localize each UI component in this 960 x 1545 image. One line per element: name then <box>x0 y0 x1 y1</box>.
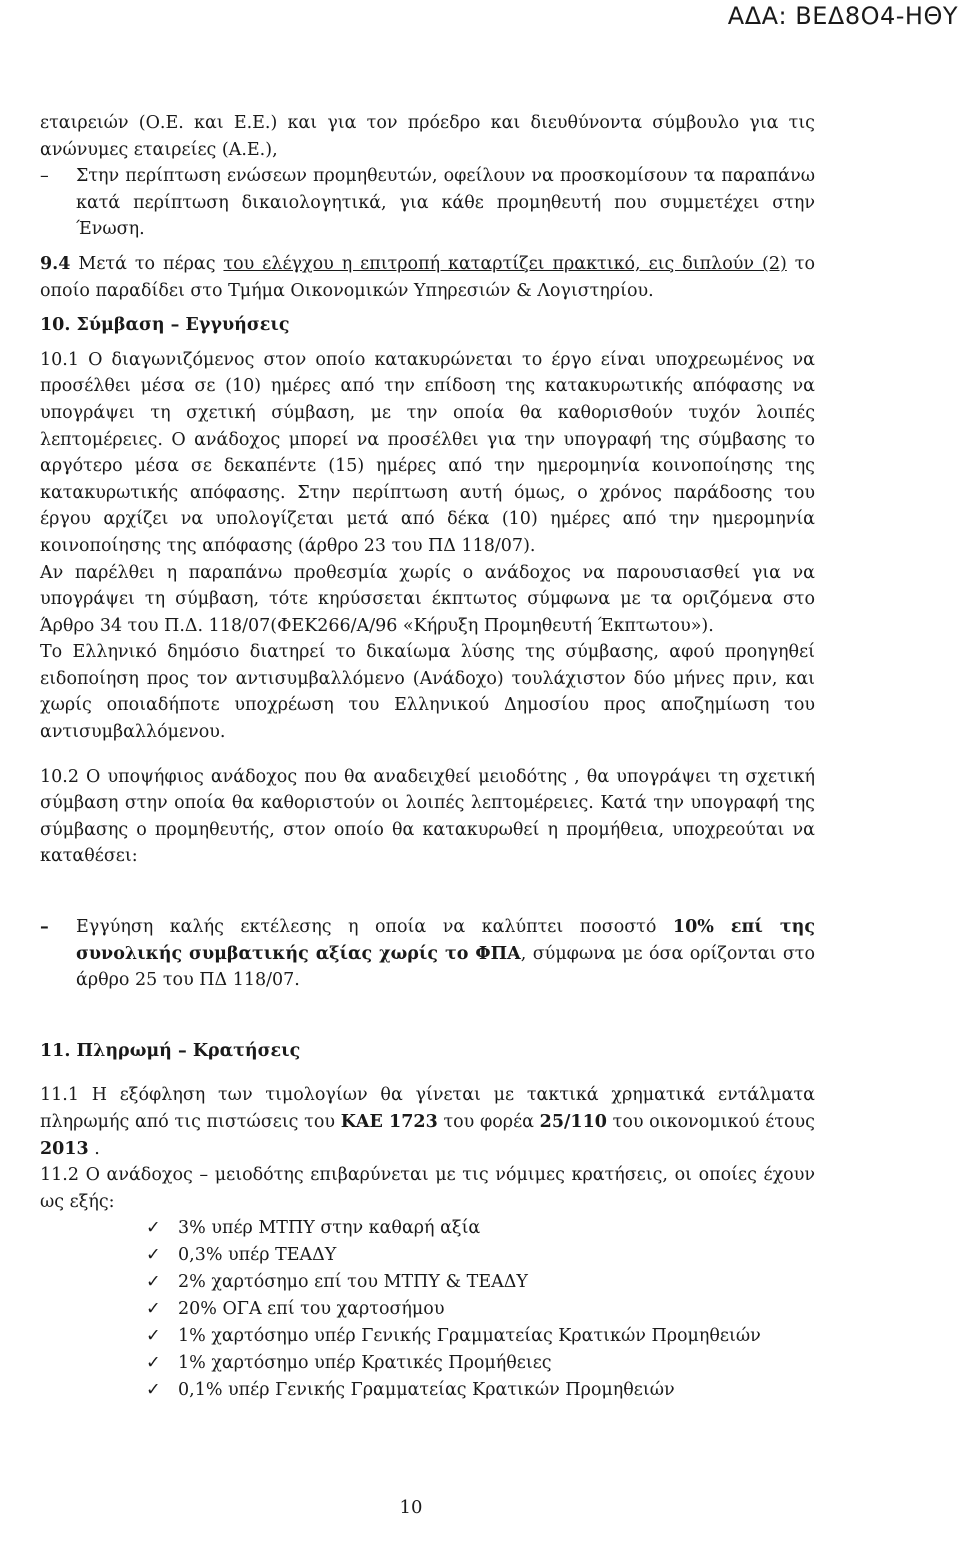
document-body <box>40 110 815 1404</box>
list-item: ✓ 1% χαρτόσημο υπέρ Κρατικές Προμήθειες <box>40 1350 815 1377</box>
union-text: Στην περίπτωση ενώσεων προμηθευτών, οφείλουν να προσκομίσουν τα παραπάνω κατά περίπτωση δικαιολογητικά, για κάθε προμηθευτή που συμμετέχει στην Ένωση. <box>76 166 815 240</box>
checkmark-icon: ✓ <box>146 1245 161 1266</box>
section-10-heading: 10. Σύμβαση – Εγγυήσεις <box>40 315 290 336</box>
section-10-2: 10.2 Ο υποψήφιος ανάδοχος που θα αναδειχθεί μειοδότης , θα υπογράψει τη σχετική σύμβαση στην οποία θα καθοριστούν οι λοιπές λεπτομέρειες. Κατά την υπογραφή της σύμβασης ο προμηθευτής, στον οποίο θα κατακυρωθεί η προμήθεια, υποχρεούται να καταθέσει: <box>40 766 815 867</box>
union-clause <box>40 163 815 243</box>
list-item: ✓ 0,1% υπέρ Γενικής Γραμματείας Κρατικών Προμηθειών <box>40 1377 815 1404</box>
intro-paragraph: εταιρειών (Ο.Ε. και Ε.Ε.) και για τον πρόεδρο και διευθύνοντα σύμβουλο για τις ανώνυμες εταιρείες (Α.Ε.), <box>40 113 815 160</box>
checkmark-icon: ✓ <box>146 1218 161 1239</box>
page-number: 10 <box>399 1497 423 1518</box>
list-item: ✓ 2% χαρτόσημο επί του ΜΤΠΥ & ΤΕΑΔΥ <box>40 1269 815 1296</box>
checkmark-icon: ✓ <box>146 1299 161 1320</box>
section-10-1-deadline: Αν παρέλθει η παραπάνω προθεσμία χωρίς ο ανάδοχος να παρουσιασθεί για να υπογράψει τη σύμβαση, τότε κηρύσσεται έκπτωτος σύμφωνα με τα οριζόμενα στο Άρθρο 34 του Π.Δ. 118/07(ΦΕΚ266/Α/96 «Κήρυξη Προμηθευτή Έκπτωτου»). <box>40 562 815 636</box>
list-item: ✓ 0,3% υπέρ ΤΕΑΔΥ <box>40 1242 815 1269</box>
section-11-1: 11.1 Η εξόφληση των τιμολογίων θα γίνεται με τακτικά χρηματικά εντάλματα πληρωμής από τις πιστώσεις του ΚΑΕ 1723 του φορέα 25/110 του οικονομικού έτους 2013 . <box>40 1085 815 1159</box>
list-item: ✓ 1% χαρτόσημο υπέρ Γενικής Γραμματείας Κρατικών Προμηθειών <box>40 1323 815 1350</box>
section-11-heading: 11. Πληρωμή – Κρατήσεις <box>40 1040 301 1061</box>
section-9-4-number: 9.4 <box>40 253 71 274</box>
deductions-list <box>40 1215 815 1404</box>
section-10-1: 10.1 Ο διαγωνιζόμενος στον οποίο κατακυρώνεται το έργο είναι υποχρεωμένος να προσέλθει μέσα σε (10) ημέρες από την επίδοση της κατακυρωτικής απόφασης να υπογράψει τη σχετική σύμβαση, με την οποία θα καθορισθούν τυχόν λοιπές λεπτομέρειες. Ο ανάδοχος μπορεί να προσέλθει για την υπογραφή της σύμβασης το αργότερο μέσα σε δεκαπέντε (15) ημέρες από την ημερομηνία κοινοποίησης της κατακυρωτικής απόφασης. Στην περίπτωση αυτή όμως, ο χρόνος παράδοσης του έργου αρχίζει να υπολογίζεται μετά από δέκα (10) ημέρες από την ημερομηνία κοινοποίησης της απόφασης (άρθρο 23 του ΠΔ 118/07). <box>40 349 815 556</box>
checkmark-icon: ✓ <box>146 1272 161 1293</box>
guarantee-text: Εγγύηση καλής εκτέλεσης η οποία να καλύπτει ποσοστό 10% επί της συνολικής συμβατικής αξίας χωρίς το ΦΠΑ, σύμφωνα με όσα ορίζονται στο άρθρο 25 του ΠΔ 118/07. <box>76 917 815 991</box>
checkmark-icon: ✓ <box>146 1380 161 1401</box>
checkmark-icon: ✓ <box>146 1353 161 1374</box>
ada-code: ΑΔΑ: ΒΕΔ8Ο4-ΗΘΥ <box>727 2 958 30</box>
checkmark-icon: ✓ <box>146 1326 161 1347</box>
section-10-1-termination: Το Ελληνικό δημόσιο διατηρεί το δικαίωμα λύσης της σύμβασης, αφού προηγηθεί ειδοποίηση προς τον αντισυμβαλλόμενο (Ανάδοχο) τουλάχιστον δύο μήνες πριν, και χωρίς οποιαδήποτε υποχρέωση του Ελληνικού Δημοσίου προς αποζημίωση του αντισυμβαλλόμενου. <box>40 642 815 743</box>
dash-bullet: – <box>40 166 49 187</box>
list-item: ✓ 20% ΟΓΑ επί του χαρτοσήμου <box>40 1296 815 1323</box>
list-item: ✓ 3% υπέρ ΜΤΠΥ στην καθαρή αξία <box>40 1215 815 1242</box>
section-9-4: 9.4 Μετά το πέρας του ελέγχου η επιτροπή καταρτίζει πρακτικό, εις διπλούν (2) το οποίο παραδίδει στο Τμήμα Οικονομικών Υπηρεσιών & Λογιστηρίου. <box>40 253 815 301</box>
section-11-2: 11.2 Ο ανάδοχος – μειοδότης επιβαρύνεται με τις νόμιμες κρατήσεις, οι οποίες έχουν ως εξής: <box>40 1165 815 1212</box>
guarantee-item <box>40 914 815 994</box>
dash-bullet: – <box>40 917 49 938</box>
underlined-text: του ελέγχου η επιτροπή καταρτίζει πρακτικό, εις διπλούν (2) <box>223 253 787 274</box>
